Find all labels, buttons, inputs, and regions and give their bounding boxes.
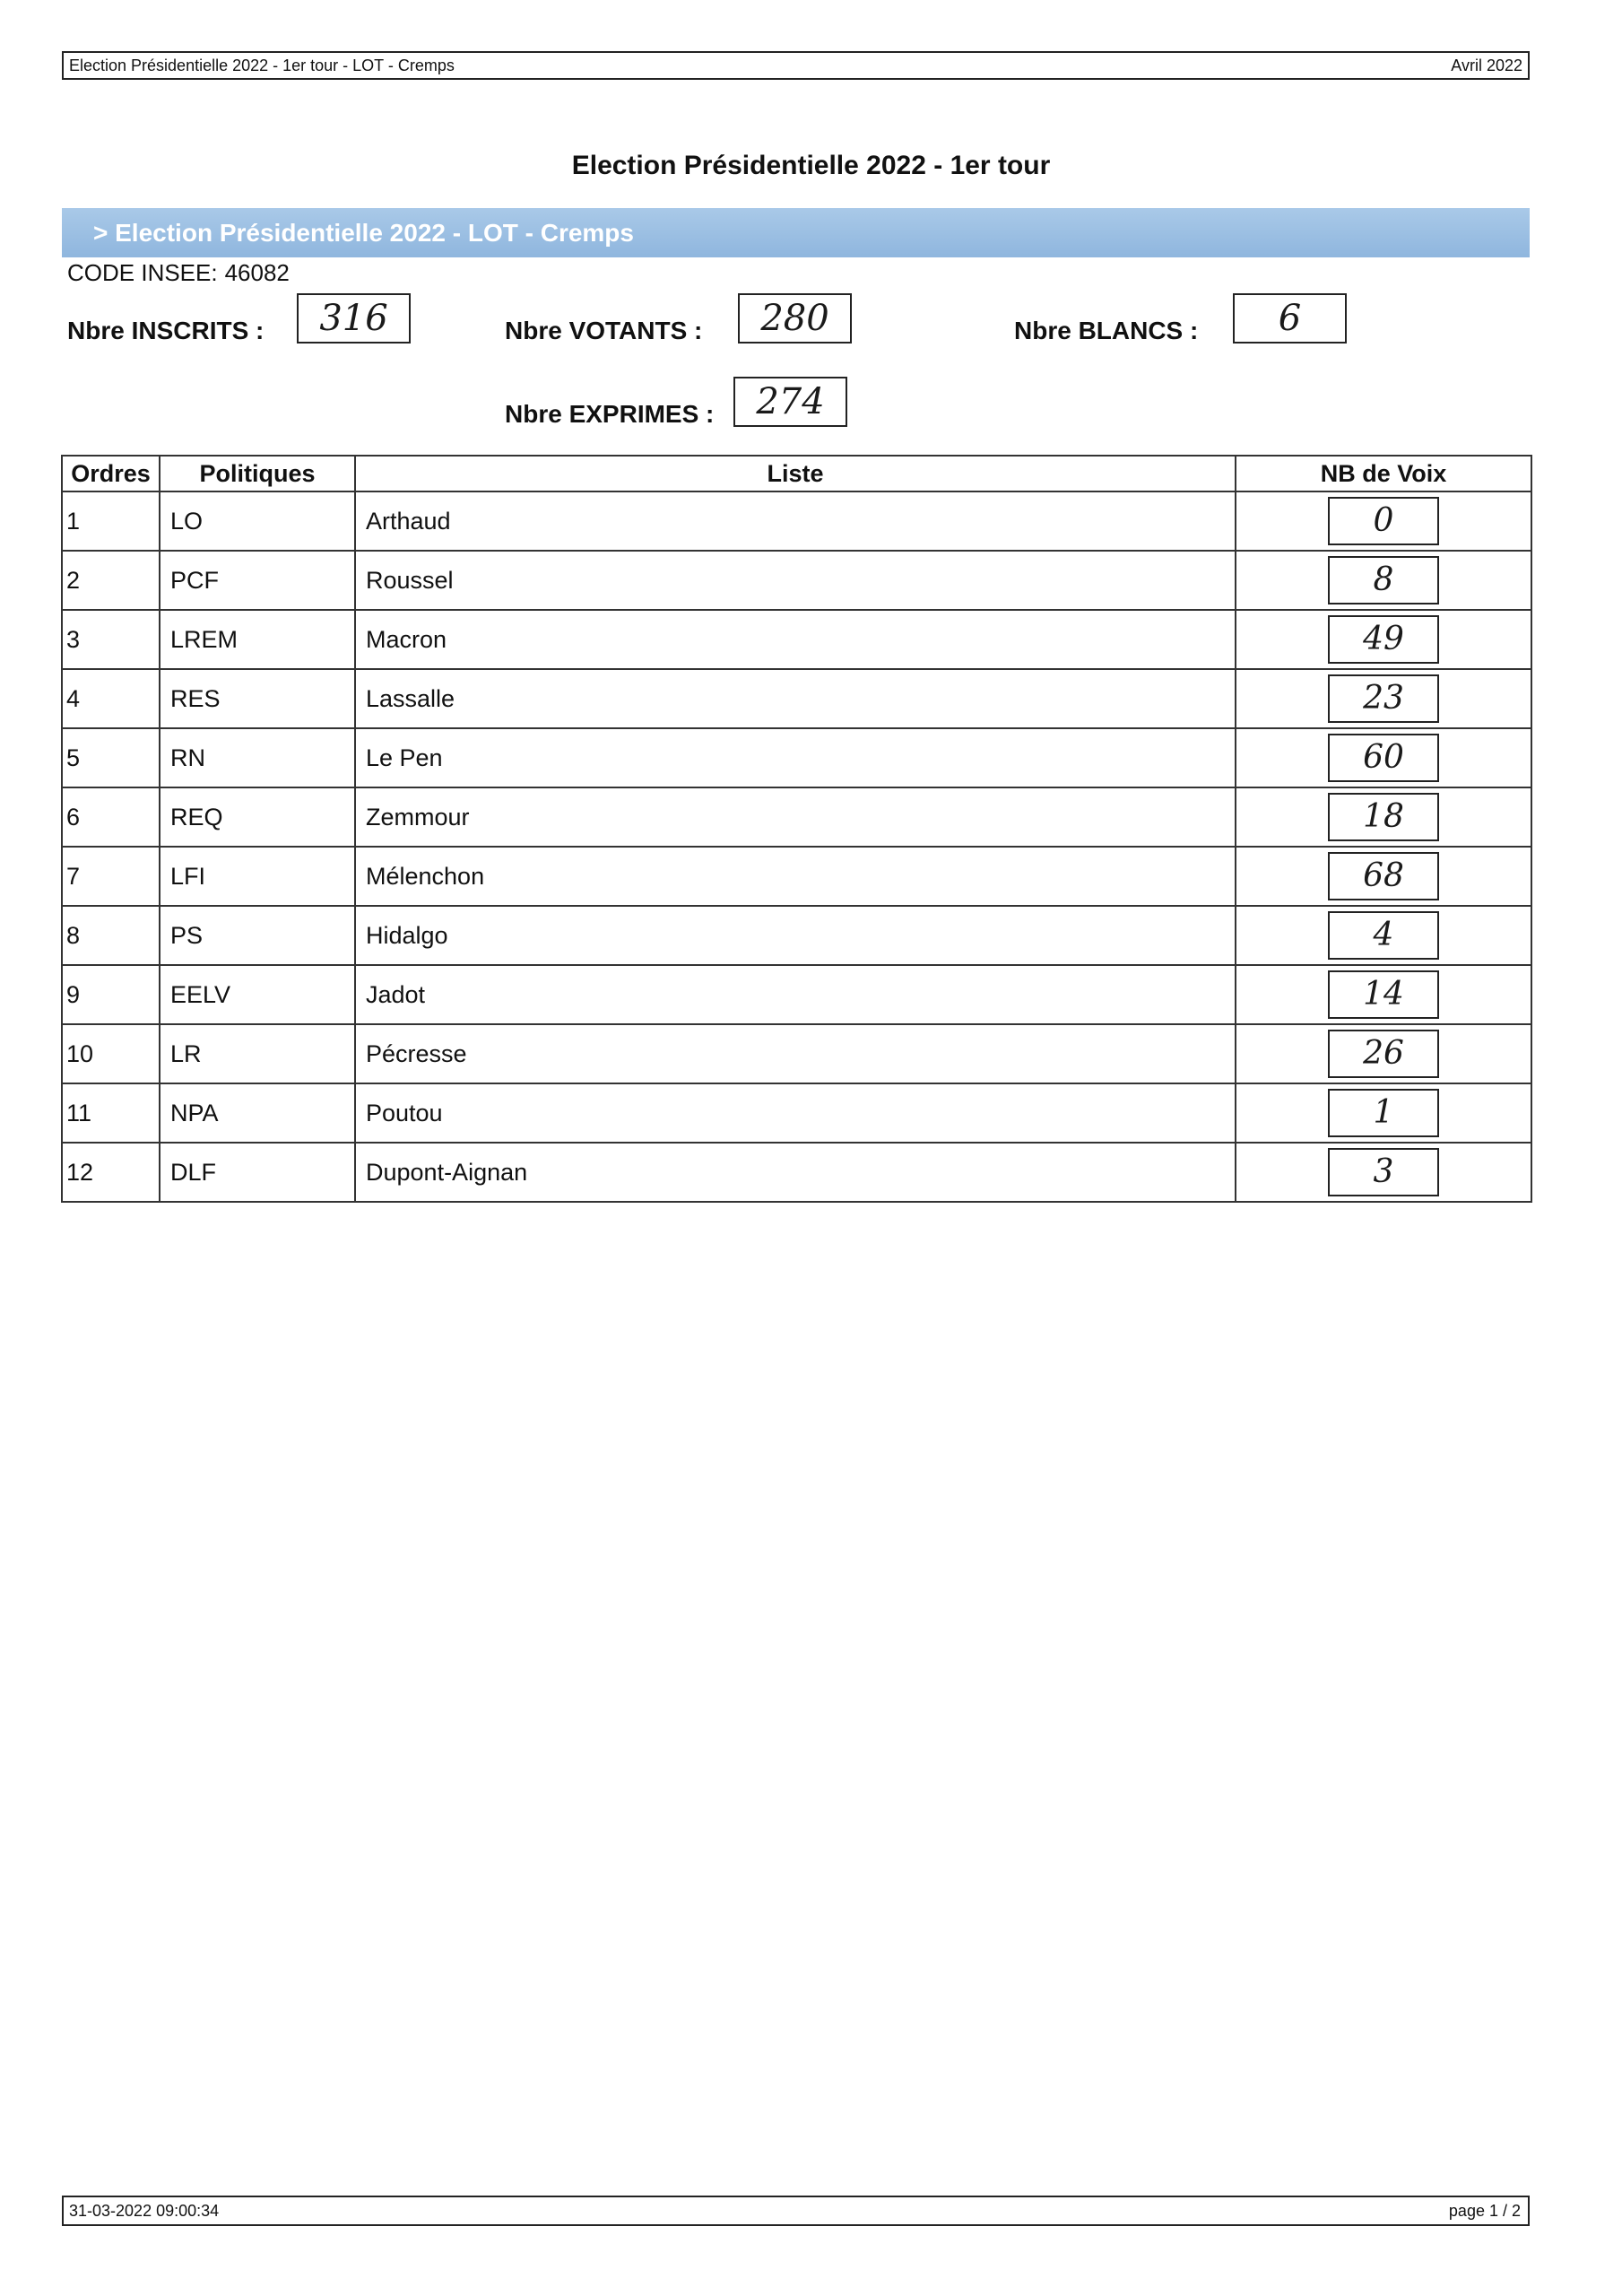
- voix-value: 49: [1328, 615, 1439, 664]
- cell-ordre: 6: [62, 787, 160, 847]
- page-footer: [62, 2196, 1530, 2226]
- table-row: [62, 965, 1531, 1024]
- cell-voix: [1236, 1083, 1531, 1143]
- results-table: [61, 455, 1532, 1203]
- table-row: [62, 906, 1531, 965]
- cell-voix: [1236, 965, 1531, 1024]
- col-liste: Liste: [355, 456, 1236, 491]
- cell-liste: Hidalgo: [355, 906, 1236, 965]
- voix-value: 4: [1328, 911, 1439, 960]
- cell-voix: [1236, 847, 1531, 906]
- cell-ordre: 9: [62, 965, 160, 1024]
- cell-parti: LO: [160, 491, 355, 551]
- document-title: Election Présidentielle 2022 - 1er tour: [571, 151, 1051, 180]
- cell-ordre: 2: [62, 551, 160, 610]
- inscrits-label: Nbre INSCRITS :: [67, 317, 265, 344]
- cell-parti: LREM: [160, 610, 355, 669]
- voix-value: 60: [1328, 734, 1439, 782]
- cell-ordre: 10: [62, 1024, 160, 1083]
- footer-page-number: page 1 / 2: [1448, 2202, 1521, 2220]
- table-row: [62, 491, 1531, 551]
- cell-parti: LR: [160, 1024, 355, 1083]
- cell-parti: RN: [160, 728, 355, 787]
- code-insee: [67, 259, 290, 287]
- col-nb-voix: NB de Voix: [1236, 456, 1531, 491]
- cell-liste: Dupont-Aignan: [355, 1143, 1236, 1202]
- exprimes-label: Nbre EXPRIMES :: [505, 400, 715, 428]
- code-insee-label: CODE INSEE:: [67, 259, 218, 286]
- voix-value: 1: [1328, 1089, 1439, 1137]
- cell-liste: Pécresse: [355, 1024, 1236, 1083]
- section-banner: > Election Présidentielle 2022 - LOT - Cremps: [62, 208, 1530, 257]
- cell-liste: Lassalle: [355, 669, 1236, 728]
- table-row: [62, 669, 1531, 728]
- cell-voix: [1236, 610, 1531, 669]
- cell-liste: Mélenchon: [355, 847, 1236, 906]
- table-row: [62, 551, 1531, 610]
- cell-voix: [1236, 1024, 1531, 1083]
- voix-value: 8: [1328, 556, 1439, 604]
- table-row: [62, 847, 1531, 906]
- cell-ordre: 3: [62, 610, 160, 669]
- cell-parti: NPA: [160, 1083, 355, 1143]
- voix-value: 23: [1328, 674, 1439, 723]
- inscrits-value: 316: [297, 293, 411, 344]
- header-title: Election Présidentielle 2022 - 1er tour - LOT - Cremps: [69, 57, 455, 74]
- table-row: [62, 728, 1531, 787]
- page-header: [62, 51, 1530, 80]
- cell-liste: Arthaud: [355, 491, 1236, 551]
- cell-voix: [1236, 1143, 1531, 1202]
- col-politiques: Politiques: [160, 456, 355, 491]
- cell-liste: Poutou: [355, 1083, 1236, 1143]
- cell-ordre: 11: [62, 1083, 160, 1143]
- cell-voix: [1236, 551, 1531, 610]
- cell-liste: Macron: [355, 610, 1236, 669]
- header-date: Avril 2022: [1451, 57, 1522, 74]
- cell-voix: [1236, 787, 1531, 847]
- cell-liste: Jadot: [355, 965, 1236, 1024]
- col-ordres: Ordres: [62, 456, 160, 491]
- cell-voix: [1236, 491, 1531, 551]
- cell-voix: [1236, 906, 1531, 965]
- table-row: [62, 1024, 1531, 1083]
- voix-value: 18: [1328, 793, 1439, 841]
- cell-ordre: 1: [62, 491, 160, 551]
- voix-value: 0: [1328, 497, 1439, 545]
- cell-parti: RES: [160, 669, 355, 728]
- cell-parti: EELV: [160, 965, 355, 1024]
- cell-ordre: 12: [62, 1143, 160, 1202]
- cell-parti: PS: [160, 906, 355, 965]
- table-row: [62, 1143, 1531, 1202]
- cell-ordre: 5: [62, 728, 160, 787]
- voix-value: 26: [1328, 1030, 1439, 1078]
- cell-parti: REQ: [160, 787, 355, 847]
- votants-label: Nbre VOTANTS :: [505, 317, 703, 344]
- footer-timestamp: 31-03-2022 09:00:34: [69, 2202, 220, 2220]
- table-header-row: [62, 456, 1531, 491]
- cell-liste: Zemmour: [355, 787, 1236, 847]
- cell-ordre: 7: [62, 847, 160, 906]
- cell-ordre: 4: [62, 669, 160, 728]
- cell-parti: DLF: [160, 1143, 355, 1202]
- cell-voix: [1236, 669, 1531, 728]
- cell-parti: PCF: [160, 551, 355, 610]
- voix-value: 14: [1328, 970, 1439, 1019]
- blancs-value: 6: [1233, 293, 1347, 344]
- table-row: [62, 787, 1531, 847]
- voix-value: 68: [1328, 852, 1439, 900]
- cell-ordre: 8: [62, 906, 160, 965]
- code-insee-value: 46082: [224, 259, 290, 286]
- blancs-label: Nbre BLANCS :: [1014, 317, 1199, 344]
- cell-liste: Le Pen: [355, 728, 1236, 787]
- table-row: [62, 1083, 1531, 1143]
- votants-value: 280: [738, 293, 852, 344]
- table-row: [62, 610, 1531, 669]
- cell-voix: [1236, 728, 1531, 787]
- exprimes-value: 274: [733, 377, 847, 427]
- cell-liste: Roussel: [355, 551, 1236, 610]
- voix-value: 3: [1328, 1148, 1439, 1196]
- cell-parti: LFI: [160, 847, 355, 906]
